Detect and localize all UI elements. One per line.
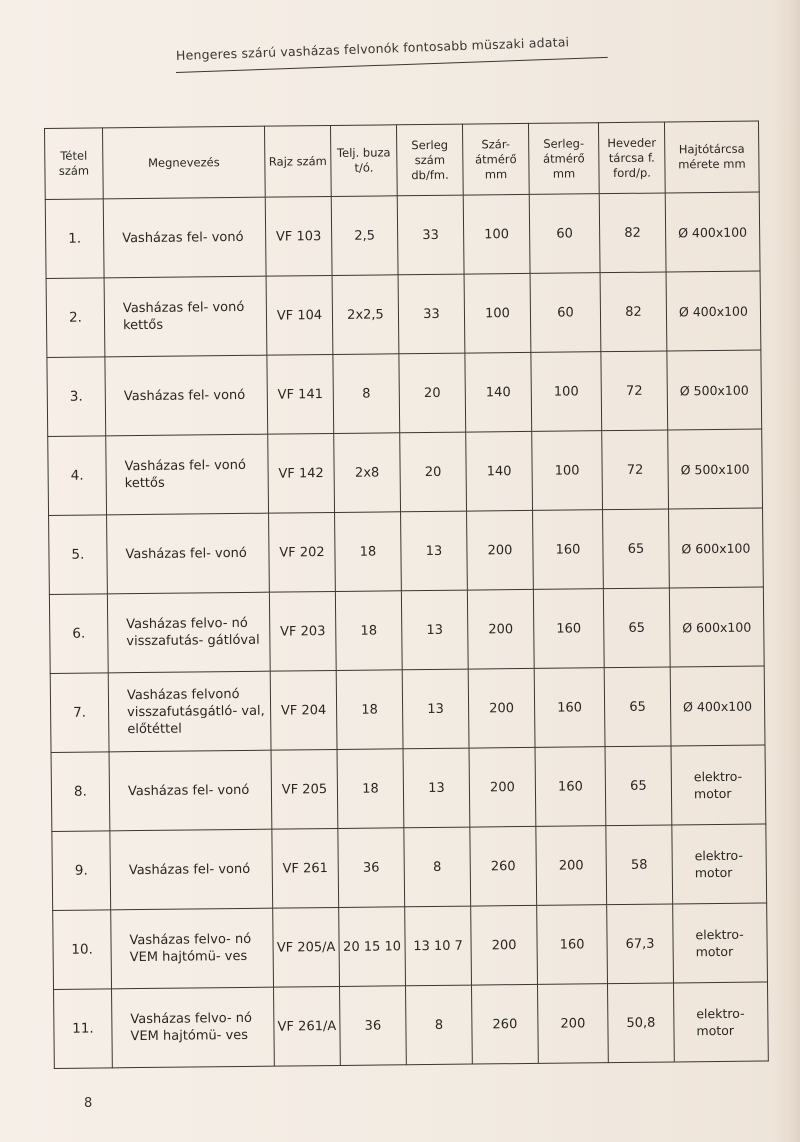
- drawing-cell: VF 103: [265, 196, 332, 276]
- table-row: [47, 350, 762, 436]
- capacity-cell: 18: [337, 749, 404, 829]
- item-cell: 5.: [49, 515, 108, 595]
- table-row: [52, 824, 767, 910]
- bucket-count-cell: 13: [401, 590, 468, 670]
- header-belt-pulley-rpm: Heveder tárcsa f. ford/p.: [598, 122, 665, 194]
- name-cell: Vasházas fel- vonó: [105, 355, 268, 436]
- drive-pulley-cell: Ø 600x100: [669, 508, 764, 588]
- capacity-cell: 2x2,5: [332, 275, 399, 355]
- name-cell: Vasházas felvo- nó VEM hajtómü- ves: [112, 987, 275, 1068]
- drive-pulley-cell: elektro- motor: [671, 745, 766, 825]
- bucket-count-cell: 13: [403, 748, 470, 828]
- drive-pulley-cell: Ø 400x100: [670, 666, 765, 746]
- item-cell: 8.: [51, 752, 110, 832]
- shaft-diameter-cell: 100: [464, 273, 531, 353]
- shaft-diameter-cell: 200: [467, 589, 534, 669]
- capacity-cell: 2x8: [334, 433, 401, 513]
- page-number: 8: [84, 1096, 93, 1111]
- drawing-cell: VF 261: [272, 828, 339, 908]
- belt-pulley-rpm-cell: 72: [601, 351, 668, 431]
- capacity-cell: 2,5: [331, 196, 398, 276]
- name-cell: Vasházas fel- vonó: [107, 513, 270, 594]
- table-row: [53, 903, 768, 989]
- shaft-diameter-cell: 260: [470, 826, 537, 906]
- bucket-diameter-cell: 160: [534, 668, 605, 748]
- drive-pulley-cell: Ø 600x100: [669, 587, 764, 667]
- bucket-count-cell: 8: [404, 827, 471, 907]
- header-shaft-diameter: Szár-átmérő mm: [462, 123, 529, 195]
- bucket-count-cell: 13: [402, 669, 469, 749]
- bucket-diameter-cell: 100: [532, 431, 603, 511]
- name-cell: Vasházas fel- vonó kettős: [106, 434, 269, 515]
- bucket-count-cell: 20: [399, 353, 466, 433]
- belt-pulley-rpm-cell: 65: [603, 509, 670, 589]
- capacity-cell: 36: [338, 828, 405, 908]
- page-title: Hengeres szárú vasházas felvonók fontosabb müszaki adatai: [175, 34, 570, 63]
- table-row: [46, 271, 761, 357]
- belt-pulley-rpm-cell: 82: [600, 272, 667, 352]
- drive-pulley-cell: Ø 400x100: [665, 192, 760, 272]
- bucket-count-cell: 20: [400, 432, 467, 512]
- shaft-diameter-cell: 200: [467, 510, 534, 590]
- shaft-diameter-cell: 260: [471, 984, 538, 1064]
- name-cell: Vasházas fel- vonó: [109, 750, 272, 831]
- capacity-cell: 18: [335, 512, 402, 592]
- belt-pulley-rpm-cell: 82: [599, 193, 666, 273]
- belt-pulley-rpm-cell: 72: [602, 430, 669, 510]
- shaft-diameter-cell: 200: [471, 905, 538, 985]
- item-cell: 6.: [49, 594, 108, 674]
- drawing-cell: VF 141: [267, 354, 334, 434]
- name-cell: Vasházas felvo- nó visszafutás- gátlóval: [107, 592, 270, 673]
- bucket-diameter-cell: 100: [531, 352, 602, 432]
- bucket-count-cell: 33: [397, 195, 464, 275]
- drive-pulley-cell: Ø 500x100: [667, 350, 762, 430]
- table-row: [49, 587, 764, 673]
- belt-pulley-rpm-cell: 50,8: [607, 983, 674, 1063]
- capacity-cell: 20 15 10: [339, 907, 406, 987]
- shaft-diameter-cell: 200: [468, 668, 535, 748]
- header-drive-pulley-size: Hajtótárcsa mérete mm: [664, 121, 759, 193]
- capacity-cell: 18: [336, 670, 403, 750]
- item-cell: 10.: [53, 910, 112, 990]
- belt-pulley-rpm-cell: 65: [603, 588, 670, 668]
- drive-pulley-cell: elektro- motor: [673, 982, 768, 1062]
- item-cell: 3.: [47, 357, 106, 437]
- drive-pulley-cell: Ø 400x100: [666, 271, 761, 351]
- bucket-diameter-cell: 60: [530, 273, 601, 353]
- drive-pulley-cell: elektro- motor: [673, 903, 768, 983]
- header-bucket-diameter: Serleg-átmérő mm: [528, 123, 599, 195]
- bucket-diameter-cell: 160: [537, 905, 608, 985]
- shaft-diameter-cell: 100: [463, 194, 530, 274]
- item-cell: 1.: [45, 199, 104, 279]
- table-row: [48, 429, 763, 515]
- bucket-diameter-cell: 160: [533, 510, 604, 590]
- belt-pulley-rpm-cell: 58: [606, 825, 673, 905]
- table-row: [45, 192, 760, 278]
- bucket-diameter-cell: 200: [536, 826, 607, 906]
- bucket-count-cell: 13 10 7: [405, 906, 472, 986]
- bucket-count-cell: 13: [401, 511, 468, 591]
- header-capacity: Telj. buza t/ó.: [330, 125, 397, 197]
- capacity-cell: 8: [333, 354, 400, 434]
- drive-pulley-cell: elektro- motor: [672, 824, 767, 904]
- header-drawing-no: Rajz szám: [264, 125, 331, 197]
- drawing-cell: VF 104: [266, 275, 333, 355]
- page-edge-shadow: [772, 0, 800, 1142]
- drawing-cell: VF 202: [269, 512, 336, 592]
- bucket-count-cell: 33: [398, 274, 465, 354]
- capacity-cell: 18: [335, 591, 402, 671]
- bucket-diameter-cell: 160: [533, 589, 604, 669]
- drawing-cell: VF 261/A: [274, 986, 341, 1066]
- table-row: [49, 508, 764, 594]
- table-row: [50, 666, 765, 752]
- drive-pulley-cell: Ø 500x100: [668, 429, 763, 509]
- drawing-cell: VF 204: [270, 670, 337, 750]
- item-cell: 7.: [50, 673, 109, 753]
- name-cell: Vasházas fel- vonó kettős: [104, 276, 267, 357]
- header-bucket-count: Serleg szám db/fm.: [396, 124, 463, 196]
- table-row: [51, 745, 766, 831]
- capacity-cell: 36: [340, 986, 407, 1066]
- bucket-diameter-cell: 200: [537, 984, 608, 1064]
- drawing-cell: VF 205: [271, 749, 338, 829]
- bucket-count-cell: 8: [406, 985, 473, 1065]
- drawing-cell: VF 203: [269, 591, 336, 671]
- name-cell: Vasházas felvonó visszafutásgátló- val, előtéttel: [108, 671, 271, 752]
- shaft-diameter-cell: 200: [469, 747, 536, 827]
- belt-pulley-rpm-cell: 65: [605, 746, 672, 826]
- name-cell: Vasházas fel- vonó: [110, 829, 273, 910]
- drawing-cell: VF 142: [268, 433, 335, 513]
- table-header-row: [45, 121, 760, 199]
- shaft-diameter-cell: 140: [465, 352, 532, 432]
- table-row: [54, 982, 769, 1068]
- specification-table: [44, 121, 769, 1069]
- name-cell: Vasházas felvo- nó VEM hajtómü- ves: [111, 908, 274, 989]
- item-cell: 9.: [52, 831, 111, 911]
- name-cell: Vasházas fel- vonó: [103, 197, 266, 278]
- header-name: Megnevezés: [103, 126, 266, 199]
- bucket-diameter-cell: 160: [535, 747, 606, 827]
- item-cell: 2.: [46, 278, 105, 358]
- shaft-diameter-cell: 140: [466, 431, 533, 511]
- drawing-cell: VF 205/A: [273, 907, 340, 987]
- item-cell: 11.: [54, 989, 113, 1069]
- belt-pulley-rpm-cell: 67,3: [607, 904, 674, 984]
- header-item-no: Tétel szám: [45, 128, 104, 200]
- belt-pulley-rpm-cell: 65: [604, 667, 671, 747]
- item-cell: 4.: [48, 436, 107, 516]
- bucket-diameter-cell: 60: [529, 194, 600, 274]
